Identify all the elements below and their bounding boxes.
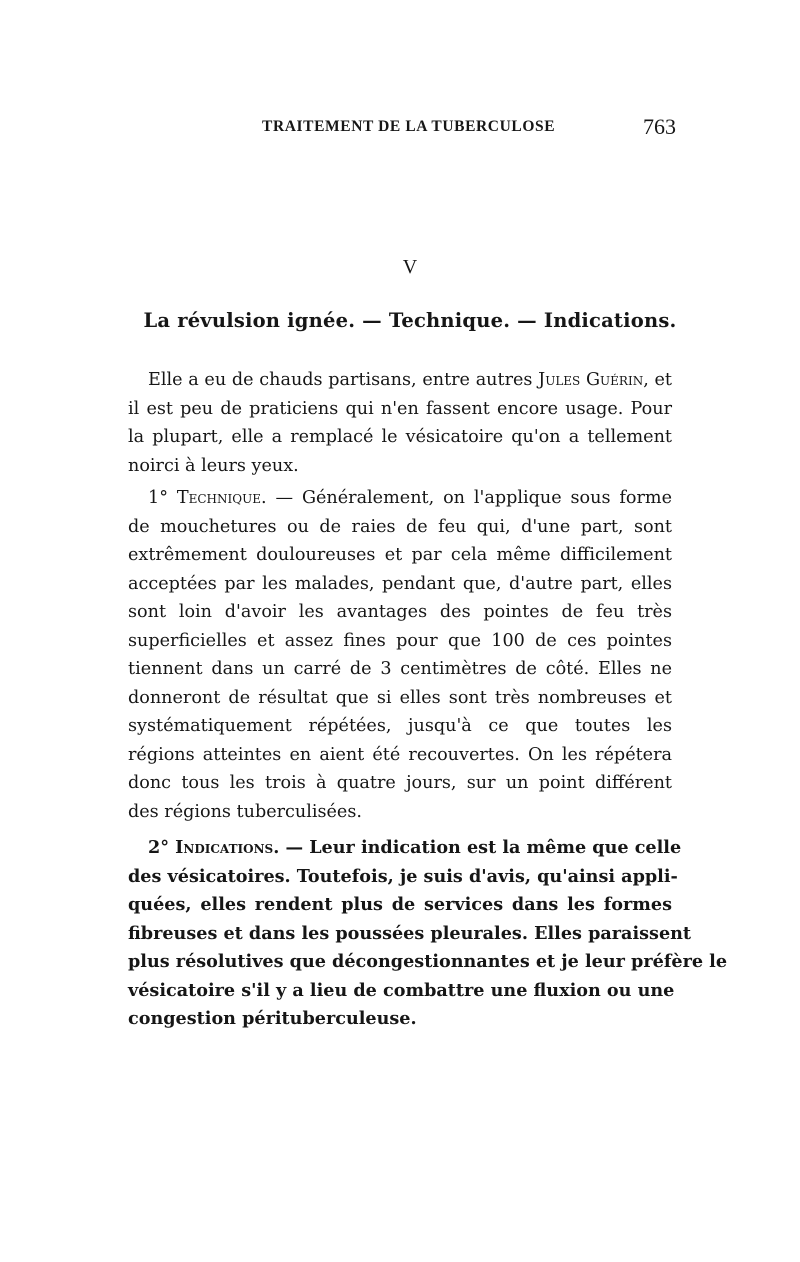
paragraph-intro <box>128 366 672 480</box>
paragraph-technique <box>128 484 672 826</box>
text-line: sont loin d'avoir les avantages des pointes de feu très <box>128 602 672 622</box>
text-line: noirci à leurs yeux. <box>128 455 299 476</box>
running-head <box>120 114 676 142</box>
text-line: il est peu de praticiens qui n'en fassent encore usage. Pour <box>128 398 672 419</box>
text-line: des vésicatoires. Toutefois, je suis d'avis, qu'ainsi appli- <box>128 865 678 887</box>
text-line: donc tous les trois à quatre jours, sur un point différent <box>128 773 672 793</box>
text-line: acceptées par les malades, pendant que, d'autre part, elles <box>128 573 672 594</box>
section-numeral: V <box>402 256 418 278</box>
text-line: régions atteintes en aient été recouvertes. On les répétera <box>128 744 672 765</box>
paragraph-indications <box>128 834 728 1034</box>
paragraph-label: 1° Technique. <box>148 488 267 508</box>
text-line: superficielles et assez fines pour que 100 de ces pointes <box>128 630 672 651</box>
text-line-rest: — Généralement, on l'applique sous forme <box>266 488 672 508</box>
text-line: la plupart, elle a remplacé le vésicatoire qu'on a tellement <box>128 427 672 447</box>
page-number: 763 <box>643 114 676 139</box>
text-line: quées, elles rendent plus de services dans les formes <box>128 894 672 915</box>
running-title: TRAITEMENT DE LA TUBERCULOSE <box>262 118 556 135</box>
text-line: plus résolutives que décongestionnantes et je leur préfère le <box>128 951 728 972</box>
text-line: tiennent dans un carré de 3 centimètres de côté. Elles ne <box>128 659 672 679</box>
text-line: donneront de résultat que si elles sont très nombreuses et <box>128 687 672 708</box>
paragraph-label: 2° Indications. <box>148 837 280 858</box>
text-line: systématiquement répétées, jusqu'à ce que toutes les <box>128 716 672 736</box>
text-line: vésicatoire s'il y a lieu de combattre une fluxion ou une <box>128 979 675 1001</box>
text-line: Elle a eu de chauds partisans, entre autres Jules Guérin, et <box>148 370 672 390</box>
text-line: fibreuses et dans les poussées pleurales. Elles paraissent <box>128 922 692 944</box>
text-line <box>128 484 672 513</box>
text-line: congestion pérituberculeuse. <box>128 1008 417 1029</box>
text-line-rest: — Leur indication est la même que celle <box>279 837 682 858</box>
text-line: de mouchetures ou de raies de feu qui, d'une part, sont <box>128 516 672 537</box>
section-heading: La révulsion ignée. — Technique. — Indications. <box>143 309 677 332</box>
text-line: extrêmement douloureuses et par cela même difficilement <box>128 545 672 565</box>
text-line: des régions tuberculisées. <box>128 801 362 822</box>
text-line <box>128 834 682 863</box>
